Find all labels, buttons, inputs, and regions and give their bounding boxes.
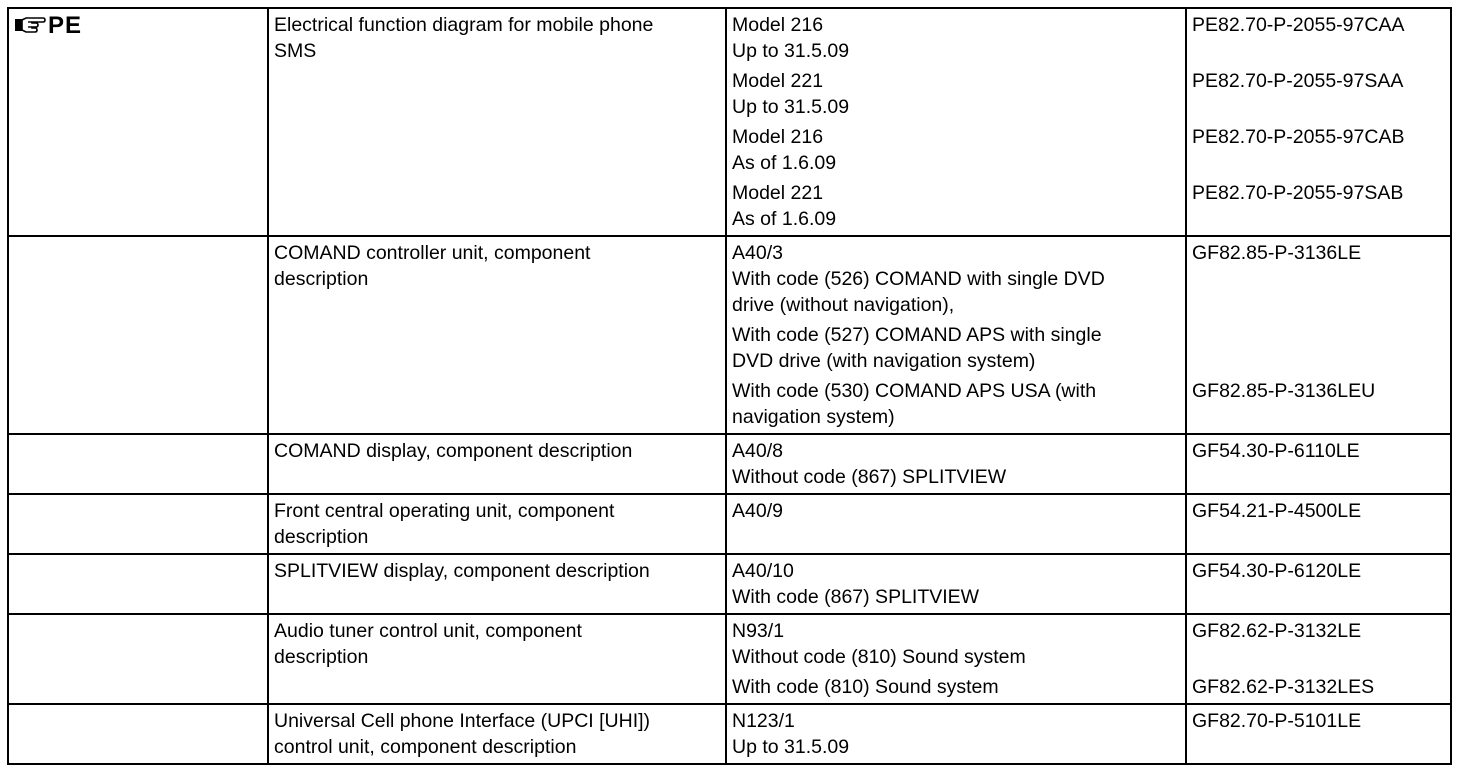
validity-text: Up to 31.5.09 xyxy=(732,96,850,118)
reference-table xyxy=(7,7,1452,765)
description-text: SPLITVIEW display, component description xyxy=(274,560,650,582)
validity-text: N93/1 xyxy=(732,620,785,642)
reference-link[interactable]: GF82.62-P-3132LES xyxy=(1192,676,1375,698)
reference-link[interactable]: GF82.70-P-5101LE xyxy=(1192,710,1362,732)
validity-text: With code (526) COMAND with single DVD xyxy=(732,268,1105,290)
description-text: Audio tuner control unit, component xyxy=(274,620,582,642)
marker-cell xyxy=(8,554,268,614)
reference-link[interactable]: GF54.30-P-6110LE xyxy=(1192,440,1360,462)
validity-cell xyxy=(726,236,1186,434)
validity-text: Model 221 xyxy=(732,70,824,92)
description-cell xyxy=(268,614,726,704)
validity-text: With code (810) Sound system xyxy=(732,676,999,698)
validity-text: A40/10 xyxy=(732,560,794,582)
validity-text: A40/8 xyxy=(732,440,783,462)
validity-text: Model 216 xyxy=(732,14,824,36)
reference-cell xyxy=(1186,236,1451,434)
validity-text: navigation system) xyxy=(732,406,895,428)
reference-link[interactable]: GF82.85-P-3136LEU xyxy=(1192,380,1376,402)
validity-text: With code (867) SPLITVIEW xyxy=(732,586,980,608)
description-cell xyxy=(268,434,726,494)
description-text: control unit, component description xyxy=(274,736,577,758)
table-row xyxy=(8,704,1451,764)
validity-text: Model 216 xyxy=(732,126,824,148)
reference-cell xyxy=(1186,704,1451,764)
description-text: Electrical function diagram for mobile phone xyxy=(274,14,654,36)
description-text: COMAND display, component description xyxy=(274,440,633,462)
validity-text: Without code (810) Sound system xyxy=(732,646,1026,668)
validity-text: As of 1.6.09 xyxy=(732,208,837,230)
table-row xyxy=(8,554,1451,614)
description-text: Front central operating unit, component xyxy=(274,500,615,522)
validity-text: A40/3 xyxy=(732,242,783,264)
table-row xyxy=(8,614,1451,704)
validity-cell xyxy=(726,614,1186,704)
reference-link[interactable]: GF82.85-P-3136LE xyxy=(1192,242,1362,264)
reference-link[interactable]: GF82.62-P-3132LE xyxy=(1192,620,1362,642)
table-row xyxy=(8,494,1451,554)
reference-link[interactable]: PE82.70-P-2055-97SAB xyxy=(1192,182,1404,204)
marker-cell xyxy=(8,236,268,434)
validity-cell xyxy=(726,554,1186,614)
description-cell xyxy=(268,554,726,614)
validity-text: Without code (867) SPLITVIEW xyxy=(732,466,1007,488)
description-cell xyxy=(268,8,726,236)
pointing-hand-icon xyxy=(14,15,46,35)
reference-cell xyxy=(1186,494,1451,554)
table-row xyxy=(8,236,1451,434)
marker-cell xyxy=(8,704,268,764)
validity-text: Up to 31.5.09 xyxy=(732,40,850,62)
table-row xyxy=(8,8,1451,236)
description-cell xyxy=(268,494,726,554)
marker-cell xyxy=(8,434,268,494)
description-cell xyxy=(268,704,726,764)
marker-label: PE xyxy=(48,12,83,39)
validity-cell xyxy=(726,494,1186,554)
validity-text: With code (530) COMAND APS USA (with xyxy=(732,380,1097,402)
validity-cell xyxy=(726,434,1186,494)
marker-cell xyxy=(8,494,268,554)
validity-cell xyxy=(726,8,1186,236)
validity-text: N123/1 xyxy=(732,710,795,732)
description-text: description xyxy=(274,526,369,548)
validity-text: With code (527) COMAND APS with single xyxy=(732,324,1102,346)
description-cell xyxy=(268,236,726,434)
description-text: SMS xyxy=(274,40,317,62)
reference-cell xyxy=(1186,614,1451,704)
table-row xyxy=(8,434,1451,494)
reference-link[interactable]: PE82.70-P-2055-97SAA xyxy=(1192,70,1404,92)
validity-cell xyxy=(726,704,1186,764)
marker-cell xyxy=(8,614,268,704)
description-text: description xyxy=(274,646,369,668)
reference-link[interactable]: GF54.21-P-4500LE xyxy=(1192,500,1362,522)
validity-text: DVD drive (with navigation system) xyxy=(732,350,1036,372)
description-text: description xyxy=(274,268,369,290)
reference-link[interactable]: PE82.70-P-2055-97CAA xyxy=(1192,14,1405,36)
reference-cell xyxy=(1186,434,1451,494)
description-text: COMAND controller unit, component xyxy=(274,242,591,264)
validity-text: drive (without navigation), xyxy=(732,294,955,316)
validity-text: As of 1.6.09 xyxy=(732,152,837,174)
validity-text: Model 221 xyxy=(732,182,824,204)
marker-cell xyxy=(8,8,268,236)
validity-text: A40/9 xyxy=(732,500,783,522)
reference-link[interactable]: GF54.30-P-6120LE xyxy=(1192,560,1362,582)
reference-link[interactable]: PE82.70-P-2055-97CAB xyxy=(1192,126,1405,148)
reference-cell xyxy=(1186,8,1451,236)
description-text: Universal Cell phone Interface (UPCI [UHI]) xyxy=(274,710,651,732)
reference-cell xyxy=(1186,554,1451,614)
validity-text: Up to 31.5.09 xyxy=(732,736,850,758)
